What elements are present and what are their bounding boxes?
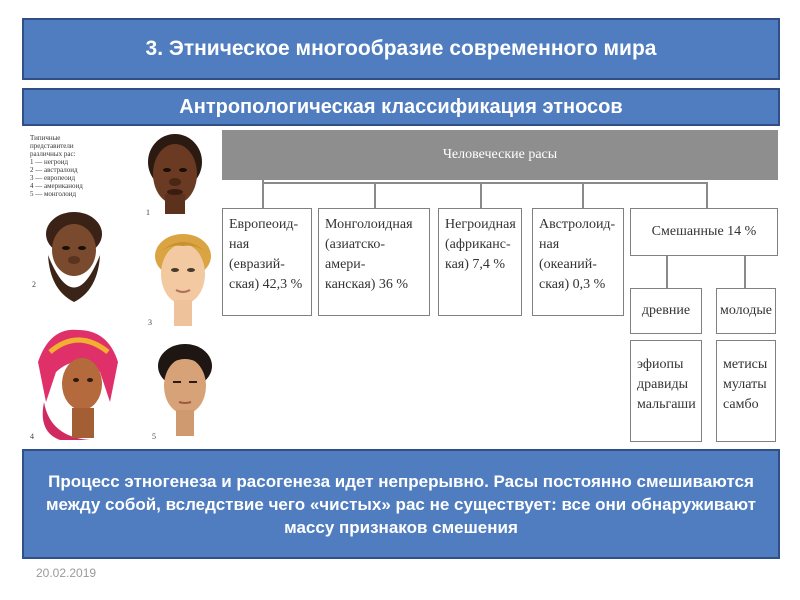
connector-vertical xyxy=(666,256,668,288)
slide-subtitle: Антропологическая классификация этносов xyxy=(22,88,780,126)
connector-vertical xyxy=(744,256,746,288)
portrait-number: 1 xyxy=(146,208,150,217)
race-box-mongoloid: Монголоидная (азиатско-амери- канская) 36 % xyxy=(318,208,430,316)
portrait-number: 5 xyxy=(152,432,156,441)
race-box-mixed: Смешанные 14 % xyxy=(630,208,778,256)
legend-line: 5 — монголоид xyxy=(30,190,77,198)
connector-horizontal xyxy=(262,182,706,184)
negroid-face-icon xyxy=(140,132,210,214)
race-box-australoid: Австролоид- ная (океаний- ская) 0,3 % xyxy=(532,208,624,316)
legend-line: Типичные xyxy=(30,134,61,142)
legend-line: 3 — европеоид xyxy=(30,174,76,182)
americanoid-face-icon xyxy=(30,322,125,442)
diagram-root-header: Человеческие расы xyxy=(222,130,778,180)
mixed-ancient-items: эфиопы дравиды мальгаши xyxy=(630,340,702,442)
europeoid-face-icon xyxy=(148,230,218,328)
mixed-ancient-label: древние xyxy=(630,288,702,334)
slide-date: 20.02.2019 xyxy=(36,566,97,580)
race-box-europeoid: Европеоид- ная (евразий- ская) 42,3 % xyxy=(222,208,312,316)
portrait-number: 2 xyxy=(32,280,36,289)
australoid-face-icon xyxy=(38,210,110,310)
connector-vertical xyxy=(582,182,584,208)
connector-vertical xyxy=(374,182,376,208)
legend-line: представители xyxy=(30,142,74,150)
summary-banner: Процесс этногенеза и расогенеза идет непрерывно. Расы постоянно смешиваются между собой, вследствие чего «чистых» рас не существует: все они обнаруживают массу признаков смешения xyxy=(22,449,780,559)
race-legend xyxy=(30,134,125,198)
race-classification-diagram xyxy=(222,130,778,446)
legend-line: 1 — негроид xyxy=(30,158,69,166)
mongoloid-face-icon xyxy=(150,340,220,438)
race-box-negroid: Негроидная (африканс- кая) 7,4 % xyxy=(438,208,522,316)
connector-vertical xyxy=(480,182,482,208)
mixed-young-label: молодые xyxy=(716,288,776,334)
portrait-number: 4 xyxy=(30,432,34,441)
mixed-young-items: метисы мулаты самбо xyxy=(716,340,776,442)
connector-vertical xyxy=(706,182,708,208)
portrait-number: 3 xyxy=(148,318,152,327)
slide-title: 3. Этническое многообразие современного мира xyxy=(22,18,780,80)
legend-line: различных рас: xyxy=(30,150,76,158)
connector-vertical xyxy=(262,182,264,208)
legend-line: 2 — австралоид xyxy=(30,166,78,174)
legend-line: 4 — американоид xyxy=(30,182,83,190)
